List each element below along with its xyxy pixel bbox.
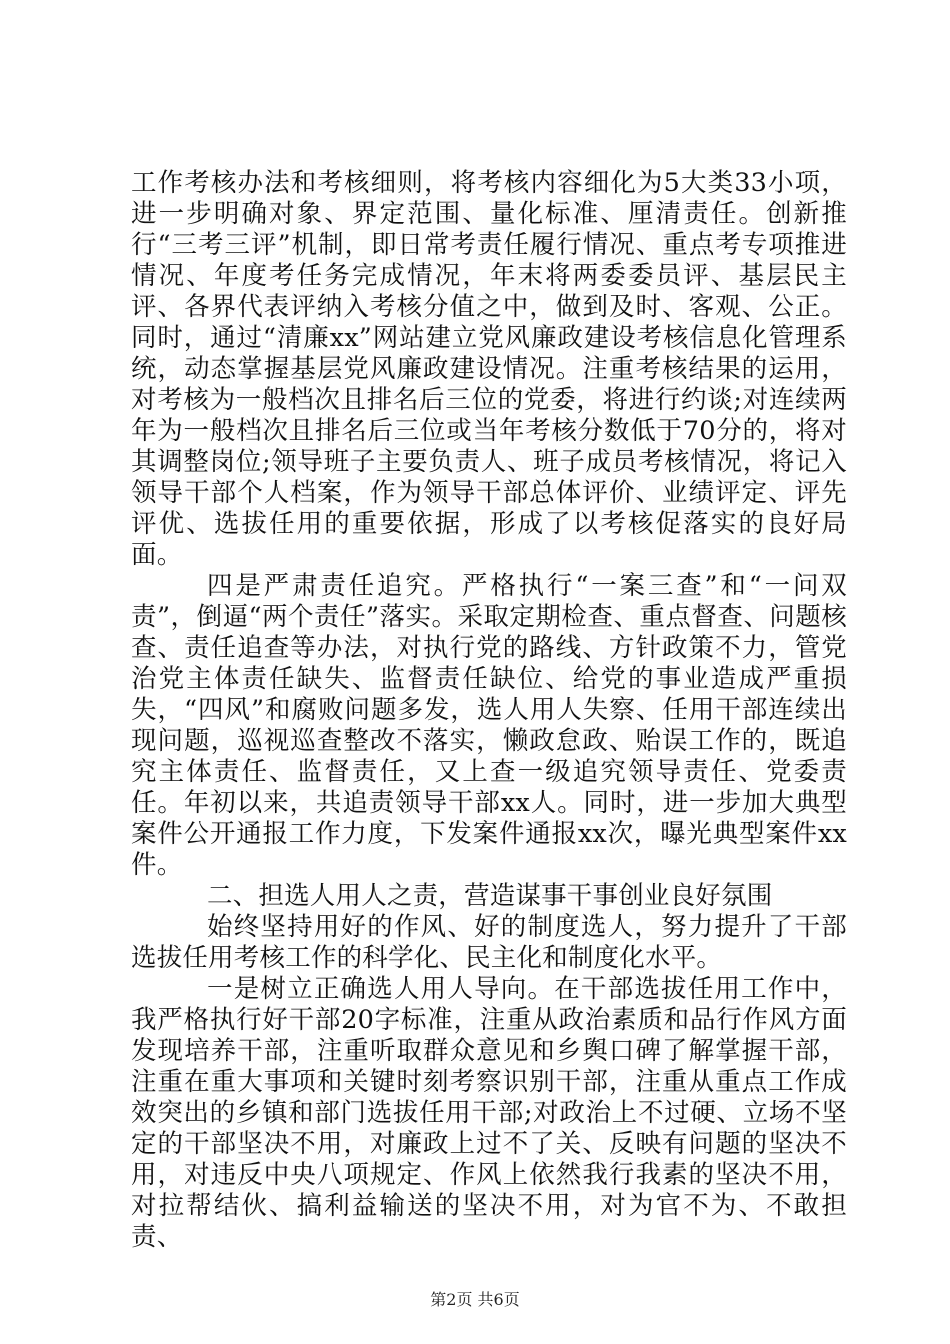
page-number-footer: 第2页 共6页 (430, 1290, 520, 1309)
paragraph-1: 工作考核办法和考核细则，将考核内容细化为5大类33小项，进一步明确对象、界定范围、量化标准、厘清责任。创新推行“三考三评”机制，即日常考责任履行情况、重点考专项推进情况、年度考任务完成情况，年末将两委委员评、基层民主评、各界代表评纳入考核分值之中，做到及时、客观、公正。同时，通过“清廉xx”网站建立党风廉政建设考核信息化管理系统，动态掌握基层党风廉政建设情况。注重考核结果的运用，对考核为一般档次且排名后三位的党委，将进行约谈;对连续两年为一般档次且排名后三位或当年考核分数低于70分的，将对其调整岗位;领导班子主要负责人、班子成员考核情况，将记入领导干部个人档案，作为领导干部总体评价、业绩评定、评先评优、选拔任用的重要依据，形成了以考核促落实的良好局面。 (131, 168, 847, 570)
section-heading: 二、担选人用人之责，营造谋事干事创业良好氛围 (207, 881, 773, 911)
document-body (131, 168, 847, 1253)
paragraph-3: 始终坚持用好的作风、好的制度选人，努力提升了干部选拔任用考核工作的科学化、民主化和制度化水平。 (131, 912, 847, 973)
paragraph-4: 一是树立正确选人用人导向。在干部选拔任用工作中，我严格执行好干部20字标准，注重从政治素质和品行作风方面发现培养干部，注重听取群众意见和乡舆口碑了解掌握干部，注重在重大事项和关键时刻考察识别干部，注重从重点工作成效突出的乡镇和部门选拔任用干部;对政治上不过硬、立场不坚定的干部坚决不用，对廉政上过不了关、反映有问题的坚决不用，对违反中央八项规定、作风上依然我行我素的坚决不用，对拉帮结伙、搞利益输送的坚决不用，对为官不为、不敢担责、 (131, 974, 847, 1252)
paragraph-2: 四是严肃责任追究。严格执行“一案三查”和“一问双责”，倒逼“两个责任”落实。采取定期检查、重点督查、问题核查、责任追查等办法，对执行党的路线、方针政策不力，管党治党主体责任缺失、监督责任缺位、给党的事业造成严重损失，“四风”和腐败问题多发，选人用人失察、任用干部连续出现问题，巡视巡查整改不落实，懒政怠政、贻误工作的，既追究主体责任、监督责任，又上查一级追究领导责任、党委责任。年初以来，共追责领导干部xx人。同时，进一步加大典型案件公开通报工作力度，下发案件通报xx次，曝光典型案件xx件。 (131, 571, 847, 880)
